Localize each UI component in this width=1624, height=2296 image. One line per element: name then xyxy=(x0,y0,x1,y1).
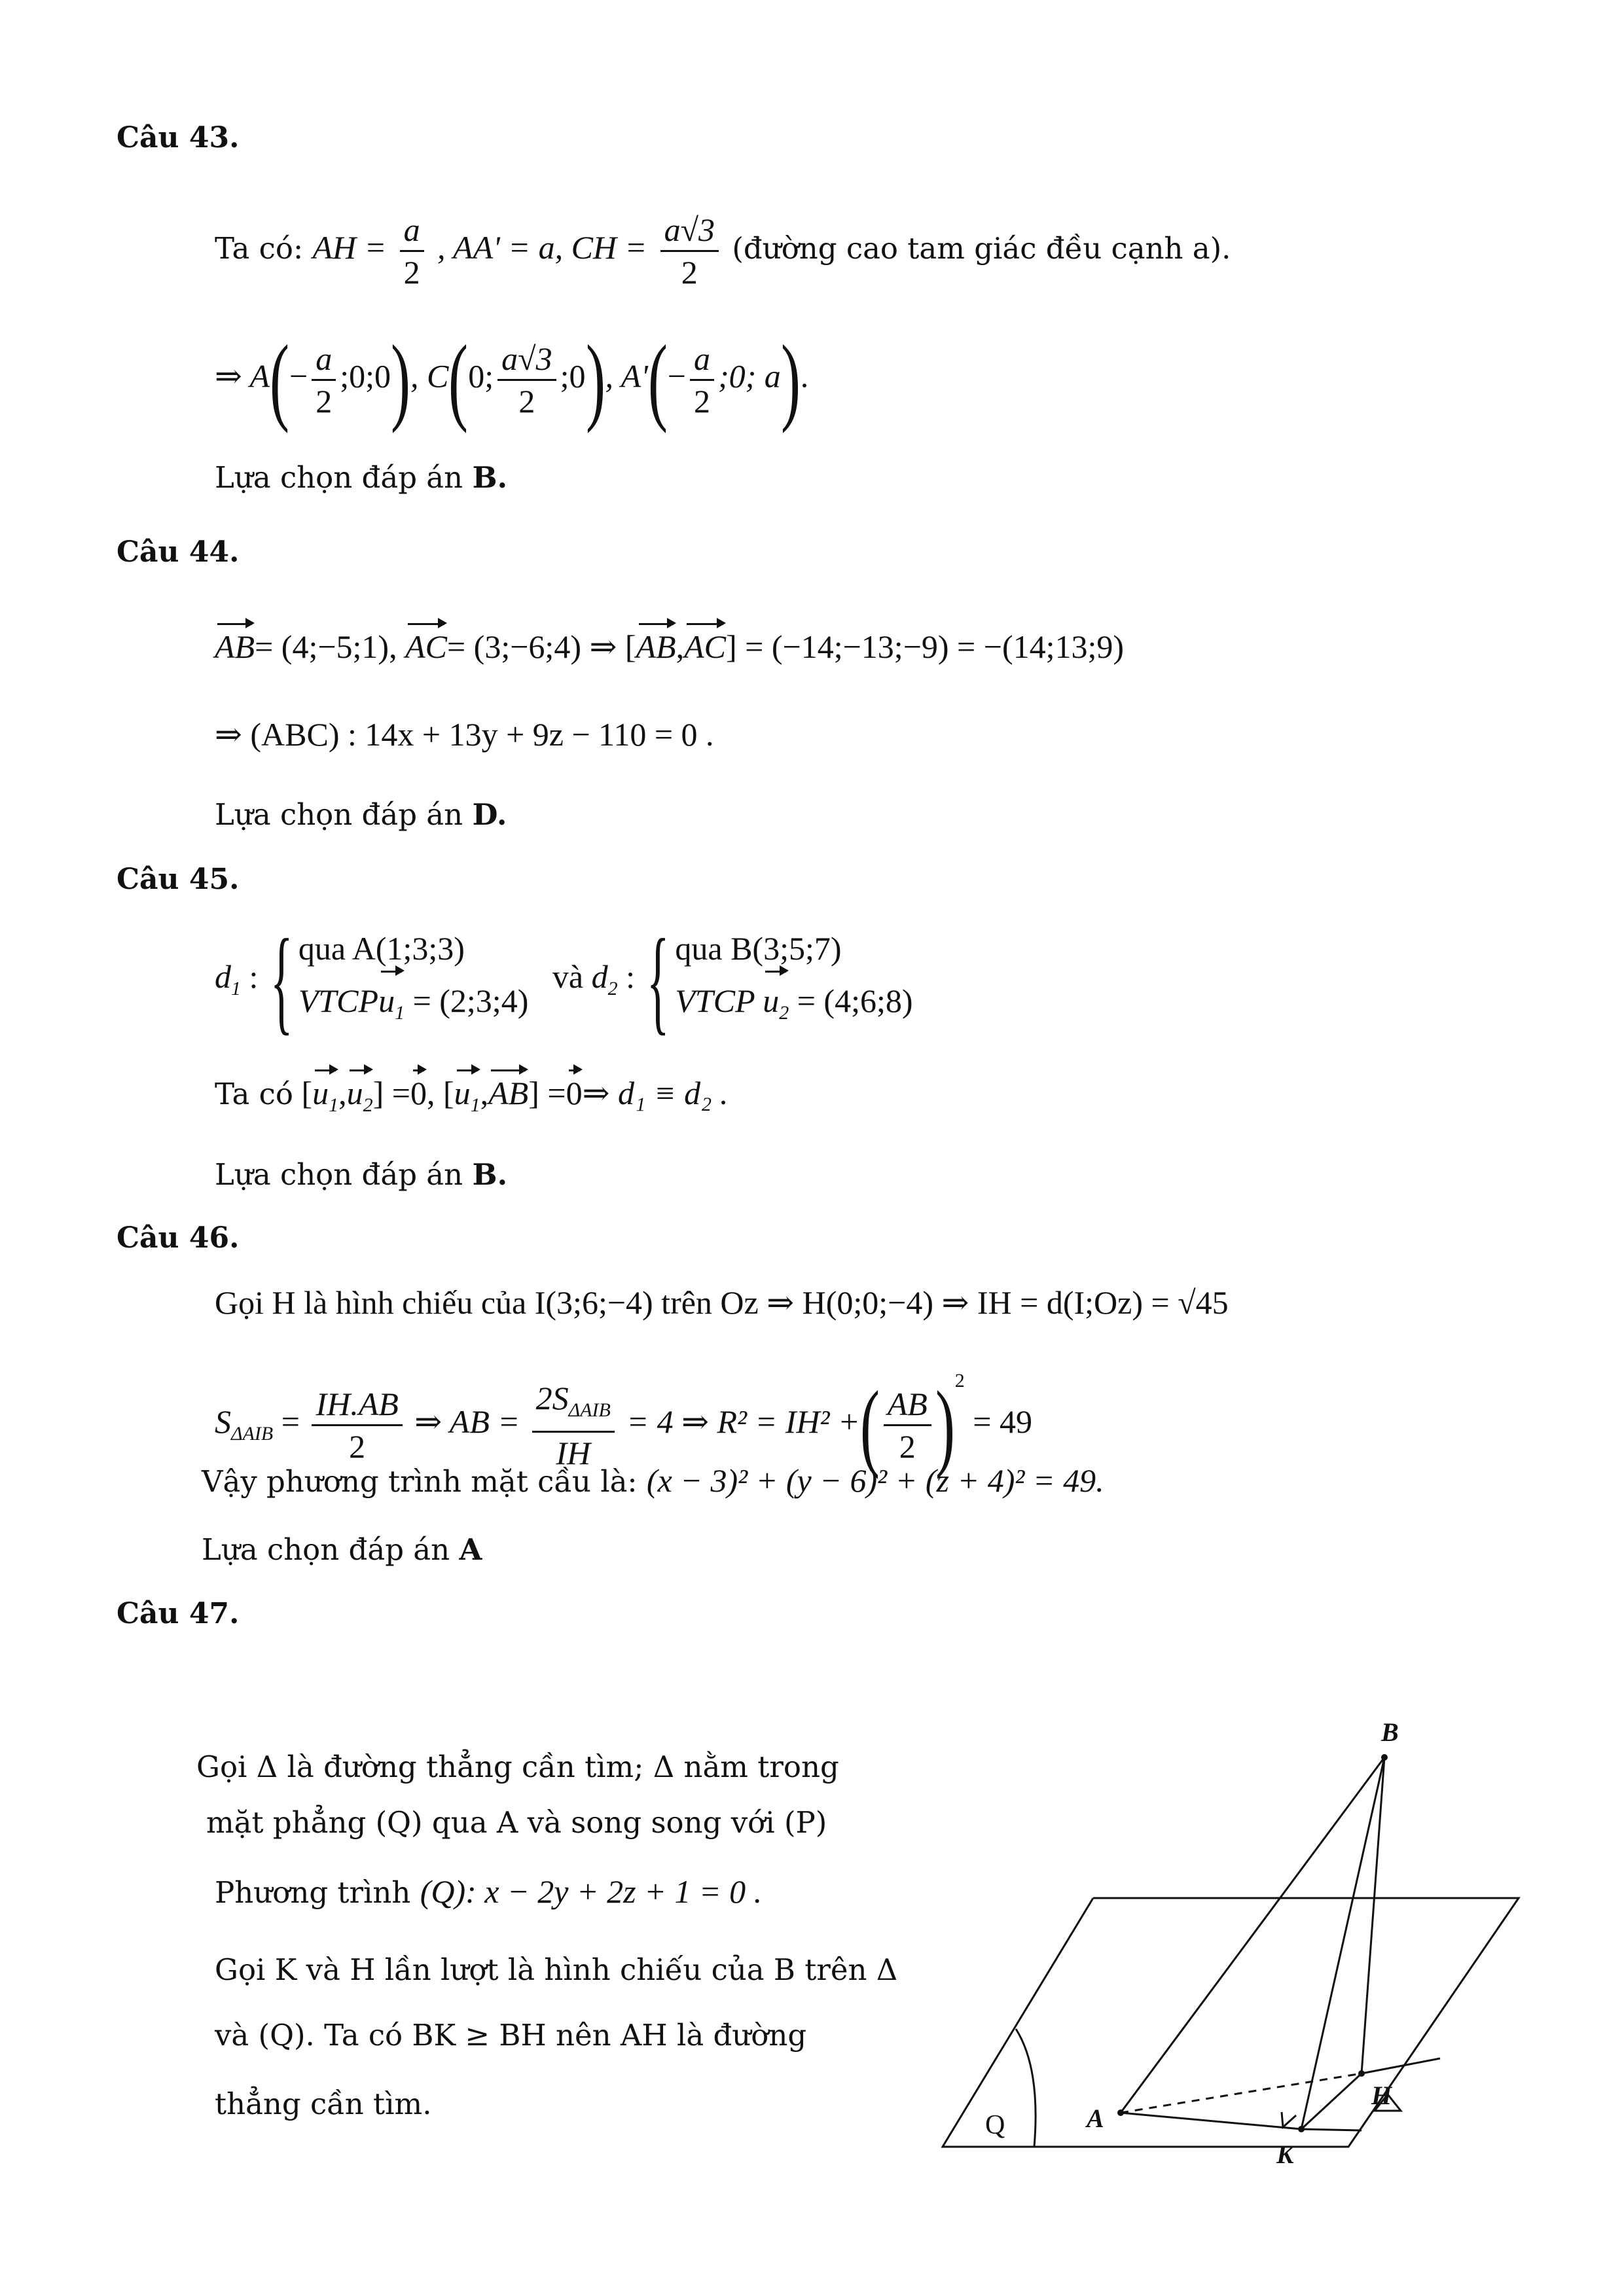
q46-title: Câu 46. xyxy=(117,1221,240,1255)
q46-frac2-num-sub: ΔAIB xyxy=(568,1399,611,1421)
q46-frac1 xyxy=(312,1384,402,1467)
q47-p3-eq: (Q): x − 2y + 2z + 1 = 0 . xyxy=(420,1873,763,1910)
q45-u1-sub: 1 xyxy=(395,1001,405,1024)
label-a: A xyxy=(1087,2104,1104,2133)
q44-ac-val: = (3;−6;4) ⇒ [ xyxy=(446,628,636,665)
q45-sys1-val: = (2;3;4) xyxy=(405,982,529,1019)
q45-sys2-vtcp: VTCP xyxy=(675,982,763,1019)
q45-l2-u1c-sub: 1 xyxy=(470,1094,480,1116)
q46-sq: 2 xyxy=(954,1370,965,1391)
q43-l2-frac1 xyxy=(312,338,336,422)
q43-l2-rest3: ;0; a xyxy=(717,357,781,395)
q44-answer-prefix: Lựa chọn đáp án xyxy=(215,797,463,832)
q43-frac-asqrt3 xyxy=(660,209,719,293)
q46-line1: Gọi H là hình chiếu của I(3;6;−4) trên Oz ⇒ H(0;0;−4) ⇒ IH = d(I;Oz) = √45 xyxy=(215,1284,1229,1321)
label-q: Q xyxy=(985,2110,1005,2140)
q45-sys1-vtcp: VTCP xyxy=(298,982,379,1019)
q47-figure xyxy=(929,1689,1558,2186)
q45-l2-b2: ] = xyxy=(372,1075,410,1111)
q47-p4: Gọi K và H lần lượt là hình chiếu của B trên Δ xyxy=(215,1952,898,1987)
q46-frac3-num: AB xyxy=(884,1384,931,1426)
label-delta: Δ xyxy=(1407,2114,1408,2115)
q44-comma: , xyxy=(676,628,685,665)
q47-title: Câu 47. xyxy=(117,1597,240,1630)
q46-frac3-den: 2 xyxy=(899,1428,916,1465)
q47-p3 xyxy=(215,1872,762,1912)
q43-l2-frac3-num: a xyxy=(690,338,714,381)
q44-line1 xyxy=(215,627,1124,666)
point-k xyxy=(1298,2126,1305,2132)
q47-p5: và (Q). Ta có BK ≥ BH nên AH là đường xyxy=(215,2018,807,2053)
q43-l1-prefix: Ta có: xyxy=(215,231,304,266)
q46-frac3 xyxy=(884,1384,931,1467)
q43-line1 xyxy=(215,209,1231,293)
q46-answer-letter: A xyxy=(459,1532,482,1567)
q45-l2-mid: , [ xyxy=(426,1075,454,1111)
q44-answer-letter: D. xyxy=(472,797,507,832)
point-a xyxy=(1117,2109,1124,2116)
q46-frac2 xyxy=(532,1378,615,1473)
q43-l2-ap: , A' xyxy=(605,357,648,395)
q43-l2-c2: ;0 xyxy=(560,357,586,395)
q43-answer xyxy=(215,458,507,497)
q46-answer-prefix: Lựa chọn đáp án xyxy=(202,1532,450,1567)
q45-answer-prefix: Lựa chọn đáp án xyxy=(215,1157,463,1192)
q43-l2-frac2 xyxy=(497,338,556,422)
q45-sys2 xyxy=(675,922,912,1039)
q43-frac-asqrt3-num: a√3 xyxy=(660,209,719,252)
q45-l2-b3: ] = xyxy=(528,1075,566,1111)
plane-q-arc xyxy=(1016,2029,1036,2147)
q43-l2-minus2: − xyxy=(667,357,686,395)
q43-answer-prefix: Lựa chọn đáp án xyxy=(215,460,463,495)
q44-vec-ab2: AB xyxy=(636,628,676,665)
q45-u2-sub: 2 xyxy=(779,1001,789,1024)
point-h xyxy=(1358,2070,1365,2077)
q44-line2: ⇒ (ABC) : 14x + 13y + 9z − 110 = 0 . xyxy=(215,716,714,753)
q45-colon1: : xyxy=(241,958,259,996)
plane-q xyxy=(943,1898,1519,2147)
q43-frac-a2-num: a xyxy=(400,209,424,252)
q45-u1: u xyxy=(378,982,395,1019)
q43-l2-end: . xyxy=(800,357,809,395)
q46-l3-eq: (x − 3)² + (y − 6)² + (z + 4)² = 49. xyxy=(646,1462,1104,1499)
q46-end: = 49 xyxy=(973,1403,1032,1440)
q43-l2-minus: − xyxy=(289,357,308,395)
q46-answer xyxy=(202,1530,482,1570)
q44-answer xyxy=(215,795,507,834)
q43-line2: ⇒ A(− $\frac{a}{2}$ ;0;0), C(0; $\frac{a√3}{2}$ ;0), A'(− $\frac{a}{2}$ ;0; a). xyxy=(215,325,809,434)
q45-d2-letter: d xyxy=(591,958,608,996)
q43-l1-ah: AH = xyxy=(312,229,387,266)
q45-l2-u1: u xyxy=(312,1075,329,1111)
q45-u2: u xyxy=(763,982,780,1019)
q46-l3-prefix: Vậy phương trình mặt cầu là: xyxy=(202,1464,638,1499)
q45-l2-comma2: , xyxy=(480,1075,489,1111)
q46-frac1-den: 2 xyxy=(349,1428,366,1465)
q46-mid2: = 4 ⇒ R² = IH² + xyxy=(626,1403,860,1440)
line-ak xyxy=(1121,2113,1301,2129)
q45-l2-ab: AB xyxy=(488,1075,529,1111)
q46-frac1-num: IH.AB xyxy=(312,1384,402,1426)
q44-vec-ac2: AC xyxy=(684,628,727,665)
q45-l2-u1-sub: 1 xyxy=(329,1094,339,1116)
q46-frac2-den: IH xyxy=(556,1434,591,1471)
q43-title: Câu 43. xyxy=(117,121,240,154)
q43-l2-rest1: ;0;0 xyxy=(340,357,391,395)
q44-title: Câu 44. xyxy=(117,535,240,569)
q46-mid: ⇒ AB = xyxy=(414,1403,520,1440)
q47-p2: mặt phẳng (Q) qua A và song song với (P) xyxy=(206,1805,827,1840)
q45-system: $d_1$ : { qua A(1;3;3) VTCPu$_1$ = (2;3;4) và $d_2$ : { qua B(3;5;7) VTCP $u_2$ = (4;6;8) xyxy=(215,915,913,1045)
q45-d1-sub: 1 xyxy=(231,978,241,1000)
q45-d1 xyxy=(215,958,241,1000)
q43-answer-letter: B. xyxy=(472,460,508,495)
q46-line2: $S_{\Delta AIB}$ = $\frac{IH.AB}{2}$ ⇒ AB = $\frac{2S_{\Delta AIB}}{IH}$ = 4 ⇒ R² = IH² +( $\frac{AB}{2}$ )$^2$ = 49 xyxy=(215,1370,1032,1480)
label-h: H xyxy=(1371,2081,1392,2110)
q46-s-sub: ΔAIB xyxy=(231,1423,274,1444)
label-k: K xyxy=(1276,2140,1294,2169)
q45-va: và xyxy=(552,958,584,996)
q43-l2-c0: 0; xyxy=(468,357,494,395)
q46-frac2-num: 2S xyxy=(535,1379,569,1416)
q43-l2-frac2-num: a√3 xyxy=(497,338,556,381)
right-angle-k xyxy=(1282,2112,1296,2127)
q43-frac-a2 xyxy=(400,209,424,293)
q46-line3 xyxy=(202,1461,1104,1501)
q45-sys1 xyxy=(298,922,529,1039)
q45-l2-b1: [ xyxy=(301,1075,313,1111)
q43-l1-aa: , AA' = a, CH = xyxy=(437,229,647,266)
q43-l2-frac1-num: a xyxy=(312,338,336,381)
q45-line2 xyxy=(215,1073,728,1125)
q43-frac-a2-den: 2 xyxy=(403,254,420,291)
q44-vec-ac: AC xyxy=(405,628,447,665)
q45-l2-comma1: , xyxy=(338,1075,347,1111)
q43-l2-frac3 xyxy=(690,338,714,422)
q45-l2-end: ⇒ d₁ ≡ d₂ . xyxy=(582,1075,729,1111)
q45-l2-u2: u xyxy=(346,1075,363,1111)
q43-l2-frac2-den: 2 xyxy=(518,382,535,420)
label-b: B xyxy=(1381,1717,1399,1747)
q45-l2-u2-sub: 2 xyxy=(363,1094,373,1116)
q45-answer xyxy=(215,1155,507,1194)
point-b xyxy=(1381,1754,1388,1761)
q45-sys1-row1: qua A(1;3;3) xyxy=(298,929,465,967)
q45-title: Câu 45. xyxy=(117,863,240,896)
line-delta-ext xyxy=(1301,2129,1362,2130)
q43-l2-frac3-den: 2 xyxy=(693,382,710,420)
q44-vec-ab: AB xyxy=(215,628,255,665)
q44-ab-val: = (4;−5;1), xyxy=(255,628,397,665)
q45-colon2: : xyxy=(617,958,635,996)
q45-l2-prefix: Ta có xyxy=(215,1077,293,1111)
q45-sys2-row1: qua B(3;5;7) xyxy=(675,929,842,967)
q45-l2-zero2: 0 xyxy=(566,1075,583,1111)
q47-p6: thẳng cần tìm. xyxy=(215,2087,432,2121)
q47-p3-prefix: Phương trình xyxy=(215,1875,411,1910)
q45-sys2-val: = (4;6;8) xyxy=(789,982,913,1019)
q45-d2-sub: 2 xyxy=(607,978,618,1000)
q43-l1-note: (đường cao tam giác đều cạnh a). xyxy=(732,231,1231,266)
q45-answer-letter: B. xyxy=(472,1157,508,1192)
q46-eq: = xyxy=(273,1403,300,1440)
q46-s: S xyxy=(215,1403,231,1440)
q43-frac-asqrt3-den: 2 xyxy=(681,254,698,291)
q43-l2-frac1-den: 2 xyxy=(316,382,333,420)
q47-p1: Gọi Δ là đường thẳng cần tìm; Δ nằm trong xyxy=(196,1749,839,1784)
q45-d2 xyxy=(591,958,618,1000)
q45-d1-letter: d xyxy=(215,958,231,996)
q45-l2-zero1: 0 xyxy=(410,1075,427,1111)
q44-result: ] = (−14;−13;−9) = −(14;13;9) xyxy=(726,628,1125,665)
q45-l2-u1c: u xyxy=(454,1075,471,1111)
q43-l2-arrow: ⇒ A xyxy=(215,357,270,395)
q43-l2-c: , C xyxy=(410,357,449,395)
